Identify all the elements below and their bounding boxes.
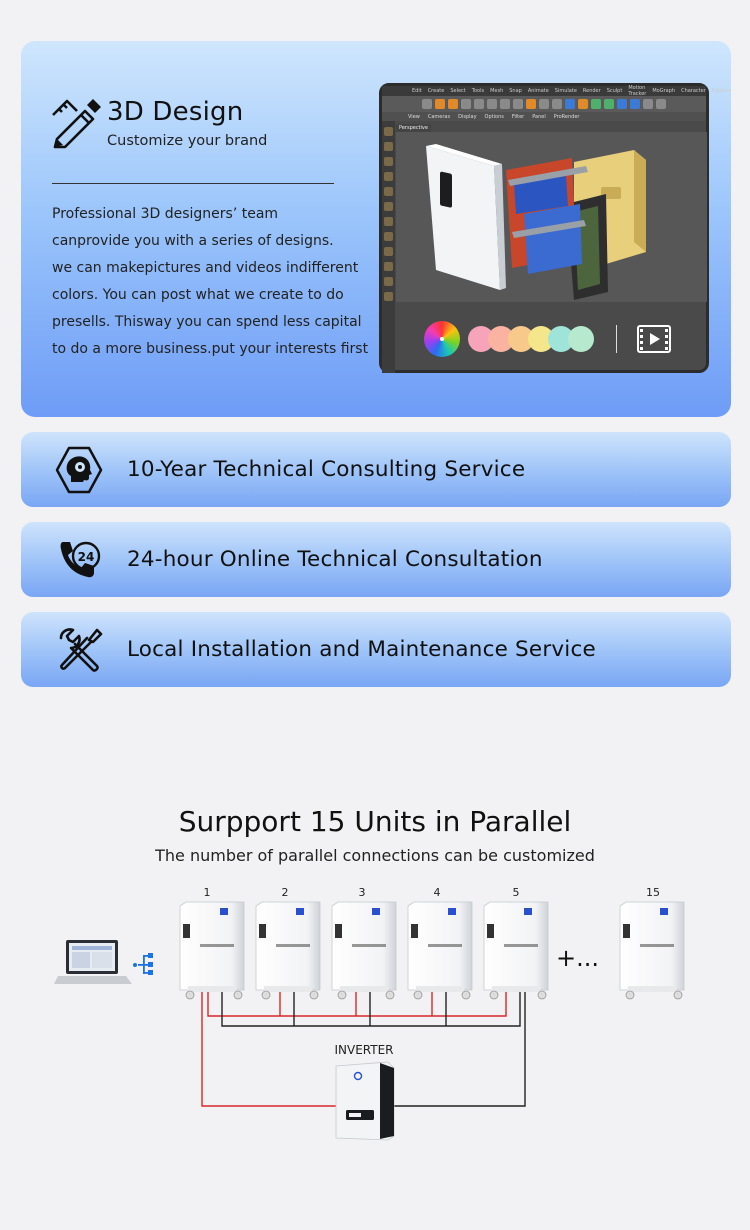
cad-menu-item: Pipeline (711, 88, 732, 94)
parallel-subtitle: The number of parallel connections can be customized (155, 846, 595, 865)
cad-menu-item: Create (427, 88, 445, 94)
description-line: canprovide you with a series of designs. (52, 233, 334, 249)
description-line: to do a more business.put your interests first (52, 341, 369, 357)
tool-icon (630, 99, 640, 109)
color-swatches (468, 326, 594, 352)
cad-view-menu (382, 112, 706, 121)
cad-menu-item: Render (582, 88, 601, 94)
cad-view-item: Display (458, 113, 477, 120)
tool-icon (448, 99, 458, 109)
service-label: 10-Year Technical Consulting Service (127, 457, 526, 482)
cad-menu-item: Snap (509, 88, 522, 94)
inverter-label: INVERTER (334, 1043, 394, 1057)
battery-unit (408, 902, 472, 999)
tool-icon (513, 99, 523, 109)
network-tree-icon (133, 953, 153, 975)
more-units-indicator: +... (556, 944, 599, 972)
tool-icon (474, 99, 484, 109)
tool-icon (384, 247, 393, 256)
description-line: colors. You can post what we create to do (52, 287, 344, 303)
tool-icon (500, 99, 510, 109)
battery-unit (332, 902, 396, 999)
tool-icon (552, 99, 562, 109)
service-label: 24-hour Online Technical Consultation (127, 547, 543, 572)
unit-number: 5 (512, 886, 520, 899)
cad-menu-item: Character (681, 88, 706, 94)
unit-number: 3 (358, 886, 366, 899)
tool-icon (384, 202, 393, 211)
description-line: presells. Thisway you can spend less capital (52, 314, 362, 330)
cad-menu-item: Animate (527, 88, 549, 94)
description-line: Professional 3D designers’ team (52, 206, 279, 222)
cad-menu-item: Select (450, 88, 466, 94)
cad-menu-item: Tools (471, 88, 485, 94)
cad-menu-item: Mesh (490, 88, 504, 94)
service-bar-installation (21, 612, 731, 687)
design-title: 3D Design (107, 97, 244, 127)
wrench-screwdriver-icon (53, 624, 105, 676)
cad-menubar (382, 85, 732, 97)
exploded-battery-render (396, 132, 707, 302)
battery-unit (620, 902, 684, 999)
color-swatch (568, 326, 594, 352)
cad-menu-item: MoGraph (652, 88, 676, 94)
cad-view-item: Cameras (427, 113, 451, 120)
cad-menu-item: Edit (412, 88, 422, 94)
tool-icon (384, 157, 393, 166)
cad-menu-item: Motion Tracker (628, 85, 647, 97)
tool-icon (384, 232, 393, 241)
tool-icon (384, 187, 393, 196)
tool-icon (435, 99, 445, 109)
unit-number: 15 (646, 886, 660, 899)
cad-left-toolbar (382, 121, 395, 373)
tool-icon (526, 99, 536, 109)
description-line: we can makepictures and videos indifferent (52, 260, 359, 276)
battery-unit (484, 902, 548, 999)
unit-number: 1 (203, 886, 211, 899)
tool-icon (422, 99, 432, 109)
cad-view-item: Options (484, 113, 504, 120)
inverter-device (336, 1062, 394, 1140)
cad-software-screenshot (379, 83, 732, 373)
cad-view-item: Panel (532, 113, 546, 120)
tool-icon (578, 99, 588, 109)
tool-icon (384, 277, 393, 286)
design-description (52, 201, 382, 363)
pencil-ruler-icon (51, 97, 101, 149)
phone-24-icon (53, 534, 105, 586)
tool-icon (604, 99, 614, 109)
color-palette (396, 308, 707, 370)
tool-icon (487, 99, 497, 109)
cad-view-item: Filter (511, 113, 525, 120)
service-label: Local Installation and Maintenance Service (127, 637, 596, 662)
tool-icon (591, 99, 601, 109)
tool-icon (384, 217, 393, 226)
laptop-icon (54, 940, 132, 984)
unit-number: 4 (433, 886, 441, 899)
tool-icon (384, 142, 393, 151)
battery-unit (180, 902, 244, 999)
head-gear-icon (53, 444, 105, 496)
service-bar-consulting (21, 432, 731, 507)
cad-viewport-tab: Perspective (396, 124, 431, 132)
tool-icon (384, 292, 393, 301)
tool-icon (384, 172, 393, 181)
tool-icon (643, 99, 653, 109)
design-card (21, 41, 731, 417)
design-subtitle: Customize your brand (107, 133, 268, 149)
tool-icon (617, 99, 627, 109)
parallel-title: Surpport 15 Units in Parallel (178, 805, 572, 838)
unit-number: 2 (281, 886, 289, 899)
cad-menu-item: Simulate (554, 88, 577, 94)
video-film-icon (637, 325, 671, 353)
tool-icon (384, 127, 393, 136)
tool-icon (384, 262, 393, 271)
cad-view-item: ProRender (553, 113, 580, 120)
tool-icon (461, 99, 471, 109)
color-wheel-icon (424, 321, 460, 357)
tool-icon (565, 99, 575, 109)
tool-icon (656, 99, 666, 109)
cad-toolbar (382, 96, 706, 112)
cad-view-item: View (408, 113, 420, 120)
parallel-connection-diagram (0, 880, 750, 1160)
battery-unit (256, 902, 320, 999)
palette-divider (616, 325, 617, 353)
svg-text:24: 24 (77, 549, 95, 564)
cad-menu-item: Sculpt (606, 88, 623, 94)
tool-icon (539, 99, 549, 109)
design-header (51, 97, 267, 149)
service-bar-online (21, 522, 731, 597)
divider (52, 183, 334, 184)
